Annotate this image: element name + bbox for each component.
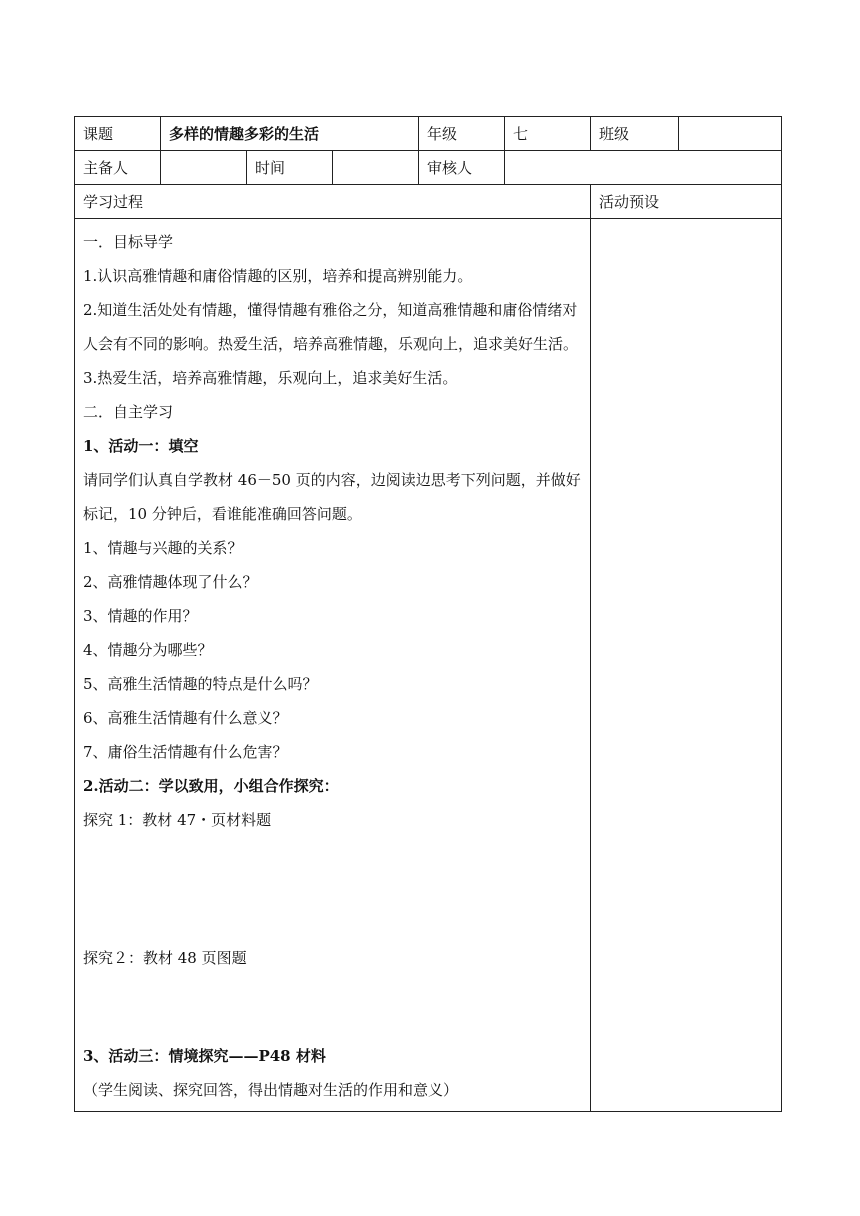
question-item: 2、高雅情趣体现了什么？ xyxy=(83,573,258,591)
explore-2: 探究２：教材 48 页图题 xyxy=(83,949,247,967)
time-value xyxy=(333,151,419,185)
reviewer-label: 审核人 xyxy=(419,151,505,185)
preparer-value xyxy=(161,151,247,185)
goal-3: 3.热爱生活，培养高雅情趣，乐观向上，追求美好生活。 xyxy=(83,369,458,387)
activity-header: 活动预设 xyxy=(591,185,782,219)
answer-space-1 xyxy=(83,837,584,941)
question-item: 4、情趣分为哪些？ xyxy=(83,641,213,659)
question-item: 5、高雅生活情趣的特点是什么吗？ xyxy=(83,675,318,693)
topic-value: 多样的情趣多彩的生活 xyxy=(161,117,419,151)
header-row-topic xyxy=(75,117,782,151)
activity2-title: 2.活动二：学以致用，小组合作探究： xyxy=(83,777,339,795)
reviewer-value xyxy=(505,151,782,185)
process-header: 学习过程 xyxy=(75,185,591,219)
question-item: 1、情趣与兴趣的关系？ xyxy=(83,539,243,557)
time-label: 时间 xyxy=(247,151,333,185)
activity3-title: 3、活动三：情境探究——P48 材料 xyxy=(83,1047,326,1065)
goals-title: 一．目标导学 xyxy=(83,233,174,251)
answer-space-2 xyxy=(83,975,584,1039)
activity-preset-column xyxy=(591,219,782,1112)
activity3-note: （学生阅读、探究回答，得出情趣对生活的作用和意义） xyxy=(83,1081,459,1099)
section-header-row xyxy=(75,185,782,219)
question-item: 7、庸俗生活情趣有什么危害？ xyxy=(83,743,288,761)
self-study-title: 二．自主学习 xyxy=(83,403,174,421)
activity1-title: 1、活动一：填空 xyxy=(83,437,199,455)
goal-1: 1.认识高雅情趣和庸俗情趣的区别，培养和提高辨别能力。 xyxy=(83,267,473,285)
activity1-intro: 请同学们认真自学教材 46－50 页的内容，边阅读边思考下列问题，并做好标记，10 分钟后，看谁能准确回答问题。 xyxy=(83,471,581,523)
content-row xyxy=(75,219,782,1112)
topic-label: 课题 xyxy=(75,117,161,151)
lesson-plan-sheet xyxy=(74,116,771,1112)
header-row-preparer xyxy=(75,151,782,185)
grade-label: 年级 xyxy=(419,117,505,151)
class-label: 班级 xyxy=(591,117,679,151)
learning-process-content xyxy=(75,219,591,1112)
explore-1: 探究 1：教材 47・页材料题 xyxy=(83,811,272,829)
goal-2: 2.知道生活处处有情趣，懂得情趣有雅俗之分，知道高雅情趣和庸俗情绪对人会有不同的影响。热爱生活，培养高雅情趣，乐观向上，追求美好生活。 xyxy=(83,301,579,353)
class-value xyxy=(679,117,782,151)
lesson-plan-table xyxy=(74,116,782,1112)
question-item: 6、高雅生活情趣有什么意义？ xyxy=(83,709,288,727)
question-item: 3、情趣的作用？ xyxy=(83,607,198,625)
preparer-label: 主备人 xyxy=(75,151,161,185)
grade-value: 七 xyxy=(505,117,591,151)
